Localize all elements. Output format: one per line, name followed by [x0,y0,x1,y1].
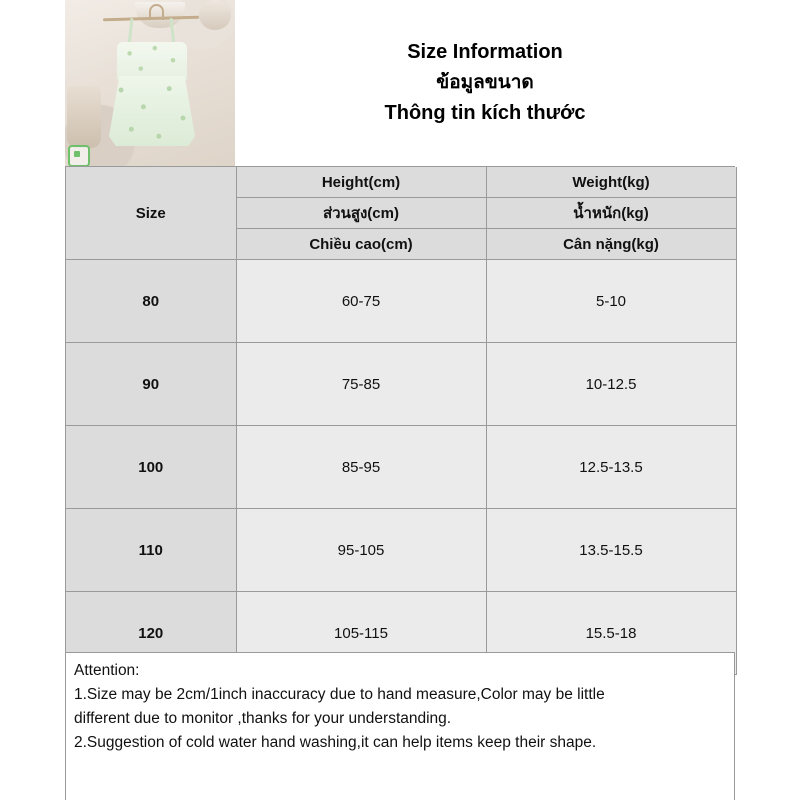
photo-prop-top-right [199,0,231,30]
attention-box [65,652,735,800]
column-header-weight-vi: Cân nặng(kg) [486,229,736,260]
page-title-vi: Thông tin kích thước [384,101,586,124]
table-row [66,509,736,592]
cell-weight: 13.5-15.5 [486,509,736,592]
column-header-height-th: ส่วนสูง(cm) [236,198,486,229]
cell-weight: 10-12.5 [486,343,736,426]
cell-height: 95-105 [236,509,486,592]
attention-note-1-line-1: 1.Size may be 2cm/1inch inaccuracy due to hand measure,Color may be little [74,686,605,704]
attention-note-1-line-2: different due to monitor ,thanks for your understanding. [74,709,452,727]
column-header-height-en: Height(cm) [236,167,486,198]
table-row [66,426,736,509]
page-title-en: Size Information [407,41,563,64]
column-header-weight-th: น้ำหนัก(kg) [486,198,736,229]
cell-size: 90 [66,343,236,426]
cell-height: 105-115 [236,592,486,675]
column-header-height-vi: Chiều cao(cm) [236,229,486,260]
cell-weight: 15.5-18 [486,592,736,675]
cell-weight: 12.5-13.5 [486,426,736,509]
size-table-wrapper [65,166,735,675]
dress-bodice [117,42,187,80]
shop-logo-icon [68,145,90,166]
product-photo [65,0,235,166]
table-row [66,260,736,343]
cell-height: 75-85 [236,343,486,426]
cell-size: 120 [66,592,236,675]
title-block [235,0,735,166]
cell-weight: 5-10 [486,260,736,343]
dress-skirt [109,76,195,146]
dress-graphic [109,18,195,148]
header-area [65,0,735,166]
cell-size: 80 [66,260,236,343]
table-row [66,343,736,426]
cell-height: 85-95 [236,426,486,509]
page-title-th: ข้อมูลขนาด [436,72,534,94]
cell-height: 60-75 [236,260,486,343]
column-header-weight-en: Weight(kg) [486,167,736,198]
size-table [66,167,737,675]
attention-heading: Attention: [74,662,140,679]
column-header-size: Size [66,167,236,260]
attention-note-2: 2.Suggestion of cold water hand washing,it can help items keep their shape. [74,733,597,751]
photo-prop-left [67,86,101,148]
table-header-row-1 [66,167,736,198]
cell-size: 110 [66,509,236,592]
cell-size: 100 [66,426,236,509]
